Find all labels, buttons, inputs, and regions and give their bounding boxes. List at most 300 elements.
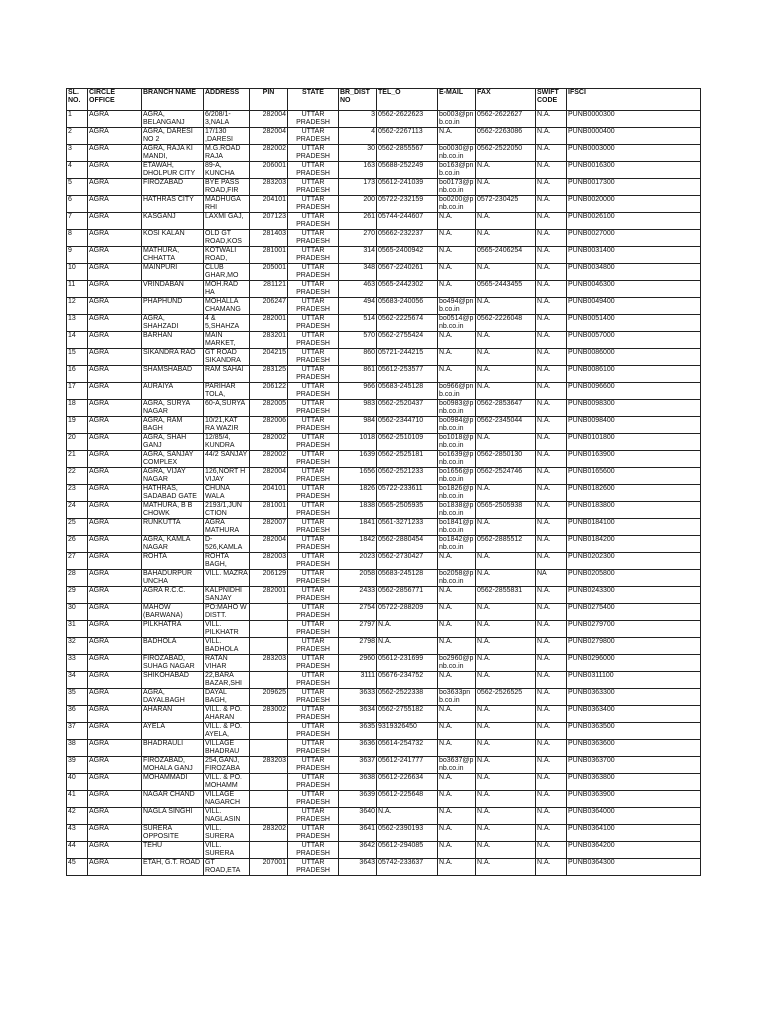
cell-email: N.A. [438, 332, 476, 349]
cell-br-dist-no: 2960 [339, 655, 377, 672]
table-row [67, 145, 701, 162]
cell-email: bo494@pnb.co.in [438, 298, 476, 315]
table-row [67, 519, 701, 536]
table-row [67, 366, 701, 383]
cell-state: UTTAR PRADESH [288, 298, 339, 315]
cell-email: bo0173@pnb.co.in [438, 179, 476, 196]
cell-tel-o: N.A. [377, 638, 438, 655]
cell-sl-no: 11 [67, 281, 88, 298]
cell-email: bo2960@pnb.co.in [438, 655, 476, 672]
cell-state: UTTAR PRADESH [288, 332, 339, 349]
cell-branch-name: SURERA OPPOSITE [142, 825, 204, 842]
cell-fax: 0565-2406254 [476, 247, 536, 264]
cell-branch-name: AGRA, SURYA NAGAR [142, 400, 204, 417]
cell-fax: N.A. [476, 723, 536, 740]
cell-pin: 206001 [250, 162, 288, 179]
cell-state: UTTAR PRADESH [288, 842, 339, 859]
cell-branch-name: BAHADURPUR UNCHA [142, 570, 204, 587]
cell-ifsci: PUNB0086000 [567, 349, 701, 366]
cell-address: MOHALLA CHAMANG [204, 298, 250, 315]
cell-br-dist-no: 570 [339, 332, 377, 349]
cell-pin: 281001 [250, 502, 288, 519]
cell-sl-no: 37 [67, 723, 88, 740]
cell-email: N.A. [438, 706, 476, 723]
cell-swift-code: N.A. [536, 553, 567, 570]
cell-swift-code: N.A. [536, 383, 567, 400]
cell-branch-name: SIKANDRA RAO [142, 349, 204, 366]
table-row [67, 638, 701, 655]
cell-sl-no: 6 [67, 196, 88, 213]
cell-br-dist-no: 270 [339, 230, 377, 247]
cell-sl-no: 17 [67, 383, 88, 400]
cell-ifsci: PUNB0098400 [567, 417, 701, 434]
cell-fax: N.A. [476, 519, 536, 536]
cell-br-dist-no: 2797 [339, 621, 377, 638]
cell-sl-no: 14 [67, 332, 88, 349]
table-row [67, 332, 701, 349]
cell-circle-office: AGRA [88, 519, 142, 536]
cell-address: D-526,KAMLA [204, 536, 250, 553]
cell-fax: N.A. [476, 366, 536, 383]
cell-tel-o: N.A. [377, 621, 438, 638]
cell-address: 44/2 SANJAY [204, 451, 250, 468]
cell-sl-no: 4 [67, 162, 88, 179]
cell-tel-o: 0562-2225674 [377, 315, 438, 332]
cell-swift-code: N.A. [536, 230, 567, 247]
table-row [67, 570, 701, 587]
cell-email: bo1639@pnb.co.in [438, 451, 476, 468]
cell-pin: 282002 [250, 434, 288, 451]
cell-ifsci: PUNB0363500 [567, 723, 701, 740]
cell-address: 6/208/1-3,NALA [204, 111, 250, 128]
cell-state: UTTAR PRADESH [288, 315, 339, 332]
cell-fax: N.A. [476, 213, 536, 230]
cell-branch-name: AGRA, KAMLA NAGAR [142, 536, 204, 553]
cell-state: UTTAR PRADESH [288, 638, 339, 655]
table-row [67, 706, 701, 723]
cell-pin: 282004 [250, 128, 288, 145]
cell-address: MOH.RAD HA [204, 281, 250, 298]
cell-ifsci: PUNB0202300 [567, 553, 701, 570]
cell-ifsci: PUNB0363400 [567, 706, 701, 723]
cell-state: UTTAR PRADESH [288, 400, 339, 417]
cell-address: RAM SAHAI [204, 366, 250, 383]
table-row [67, 689, 701, 706]
cell-swift-code: N.A. [536, 179, 567, 196]
cell-br-dist-no: 3636 [339, 740, 377, 757]
cell-branch-name: AGRA, DAYALBAGH [142, 689, 204, 706]
cell-email: bo0200@pnb.co.in [438, 196, 476, 213]
cell-tel-o: 05612-294085 [377, 842, 438, 859]
cell-swift-code: N.A. [536, 740, 567, 757]
cell-address: VILLAGE NAGARCH [204, 791, 250, 808]
cell-address: 17/130 ,DARESI [204, 128, 250, 145]
cell-tel-o: 0562-2521233 [377, 468, 438, 485]
cell-email: N.A. [438, 247, 476, 264]
table-row [67, 451, 701, 468]
cell-branch-name: AHARAN [142, 706, 204, 723]
cell-br-dist-no: 3641 [339, 825, 377, 842]
cell-address: 4 & 5,SHAHZA [204, 315, 250, 332]
cell-swift-code: N.A. [536, 502, 567, 519]
cell-state: UTTAR PRADESH [288, 145, 339, 162]
cell-swift-code: N.A. [536, 706, 567, 723]
cell-sl-no: 27 [67, 553, 88, 570]
cell-ifsci: PUNB0026100 [567, 213, 701, 230]
branch-table [66, 88, 701, 876]
cell-ifsci: PUNB0163900 [567, 451, 701, 468]
cell-circle-office: AGRA [88, 791, 142, 808]
cell-circle-office: AGRA [88, 638, 142, 655]
cell-address: 89-A, KUNCHA [204, 162, 250, 179]
cell-tel-o: 05683-240056 [377, 298, 438, 315]
cell-fax: N.A. [476, 264, 536, 281]
cell-tel-o: 05662-232237 [377, 230, 438, 247]
cell-address: M.G.ROAD RAJA [204, 145, 250, 162]
cell-pin: 283002 [250, 706, 288, 723]
cell-swift-code: N.A. [536, 366, 567, 383]
cell-branch-name: KOSI KALAN [142, 230, 204, 247]
cell-tel-o: 0562-2344710 [377, 417, 438, 434]
cell-ifsci: PUNB0311100 [567, 672, 701, 689]
cell-branch-name: MATHURA, CHHATTA [142, 247, 204, 264]
cell-tel-o: 05722-288209 [377, 604, 438, 621]
cell-br-dist-no: 2798 [339, 638, 377, 655]
header-state: STATE [288, 89, 339, 111]
cell-pin [250, 740, 288, 757]
cell-email: N.A. [438, 349, 476, 366]
cell-fax: 0572-230425 [476, 196, 536, 213]
cell-tel-o: 0562-2525181 [377, 451, 438, 468]
cell-pin [250, 842, 288, 859]
cell-br-dist-no: 3638 [339, 774, 377, 791]
cell-swift-code: N.A. [536, 587, 567, 604]
cell-swift-code: N.A. [536, 536, 567, 553]
header-swift-code: SWIFT CODE [536, 89, 567, 111]
cell-sl-no: 15 [67, 349, 88, 366]
table-row [67, 723, 701, 740]
cell-tel-o: 0562-2880454 [377, 536, 438, 553]
cell-br-dist-no: 30 [339, 145, 377, 162]
cell-sl-no: 45 [67, 859, 88, 876]
cell-fax: 0562-2855831 [476, 587, 536, 604]
cell-sl-no: 29 [67, 587, 88, 604]
cell-sl-no: 35 [67, 689, 88, 706]
cell-ifsci: PUNB0296000 [567, 655, 701, 672]
table-row [67, 621, 701, 638]
cell-swift-code: N.A. [536, 298, 567, 315]
cell-sl-no: 43 [67, 825, 88, 842]
cell-circle-office: AGRA [88, 587, 142, 604]
table-row [67, 281, 701, 298]
cell-pin: 282004 [250, 111, 288, 128]
cell-state: UTTAR PRADESH [288, 536, 339, 553]
cell-sl-no: 32 [67, 638, 88, 655]
cell-address: 60-A,SURYA [204, 400, 250, 417]
cell-ifsci: PUNB0364100 [567, 825, 701, 842]
cell-ifsci: PUNB0363300 [567, 689, 701, 706]
cell-tel-o: 0562-2510109 [377, 434, 438, 451]
cell-email: bo966@pnb.co.in [438, 383, 476, 400]
cell-sl-no: 31 [67, 621, 88, 638]
cell-fax: N.A. [476, 179, 536, 196]
cell-sl-no: 12 [67, 298, 88, 315]
cell-email: N.A. [438, 366, 476, 383]
cell-branch-name: AGRA, SHAHZADI [142, 315, 204, 332]
cell-email: N.A. [438, 621, 476, 638]
cell-address: 254,GANJ, FIROZABA [204, 757, 250, 774]
cell-state: UTTAR PRADESH [288, 774, 339, 791]
cell-pin: 207001 [250, 859, 288, 876]
cell-ifsci: PUNB0363900 [567, 791, 701, 808]
cell-br-dist-no: 261 [339, 213, 377, 230]
cell-pin: 282006 [250, 417, 288, 434]
cell-branch-name: AGRA, SHAH GANJ [142, 434, 204, 451]
cell-state: UTTAR PRADESH [288, 655, 339, 672]
cell-circle-office: AGRA [88, 145, 142, 162]
table-row [67, 655, 701, 672]
cell-state: UTTAR PRADESH [288, 519, 339, 536]
cell-tel-o: 05612-231699 [377, 655, 438, 672]
cell-br-dist-no: 314 [339, 247, 377, 264]
header-pin: PIN [250, 89, 288, 111]
cell-swift-code: N.A. [536, 247, 567, 264]
cell-address: PO:MAHO W DISTT. [204, 604, 250, 621]
cell-state: UTTAR PRADESH [288, 587, 339, 604]
cell-pin: 283203 [250, 655, 288, 672]
cell-ifsci: PUNB0183800 [567, 502, 701, 519]
cell-swift-code: N.A. [536, 128, 567, 145]
cell-sl-no: 5 [67, 179, 88, 196]
cell-fax: 0562-2226048 [476, 315, 536, 332]
table-row [67, 417, 701, 434]
cell-pin [250, 604, 288, 621]
cell-pin [250, 723, 288, 740]
cell-branch-name: ROHTA [142, 553, 204, 570]
table-row [67, 213, 701, 230]
cell-ifsci: PUNB0096600 [567, 383, 701, 400]
cell-sl-no: 8 [67, 230, 88, 247]
cell-email: bo1656@pnb.co.in [438, 468, 476, 485]
table-row [67, 196, 701, 213]
header-tel-o: TEL_O [377, 89, 438, 111]
table-row [67, 315, 701, 332]
cell-br-dist-no: 860 [339, 349, 377, 366]
cell-tel-o: 05612-226634 [377, 774, 438, 791]
cell-circle-office: AGRA [88, 689, 142, 706]
cell-tel-o: 05612-253577 [377, 366, 438, 383]
cell-address: KALPNIDHI SANJAY [204, 587, 250, 604]
cell-pin: 206129 [250, 570, 288, 587]
cell-email: bo0514@pnb.co.in [438, 315, 476, 332]
cell-state: UTTAR PRADESH [288, 111, 339, 128]
cell-address: 12/85/4, KUNDRA [204, 434, 250, 451]
header-ifsci: IFSCI [567, 89, 701, 111]
cell-circle-office: AGRA [88, 570, 142, 587]
table-row [67, 111, 701, 128]
cell-fax: N.A. [476, 162, 536, 179]
cell-state: UTTAR PRADESH [288, 179, 339, 196]
cell-sl-no: 24 [67, 502, 88, 519]
cell-circle-office: AGRA [88, 111, 142, 128]
cell-br-dist-no: 3640 [339, 808, 377, 825]
cell-fax: N.A. [476, 485, 536, 502]
cell-address: VILL. SURERA [204, 825, 250, 842]
cell-branch-name: PILKHATRA [142, 621, 204, 638]
cell-email: N.A. [438, 553, 476, 570]
cell-circle-office: AGRA [88, 604, 142, 621]
cell-ifsci: PUNB0046300 [567, 281, 701, 298]
cell-address: ROHTA BAGH, [204, 553, 250, 570]
cell-br-dist-no: 3633 [339, 689, 377, 706]
cell-email: bo003@pnb.co.in [438, 111, 476, 128]
cell-ifsci: PUNB0017300 [567, 179, 701, 196]
cell-ifsci: PUNB0279800 [567, 638, 701, 655]
cell-sl-no: 16 [67, 366, 88, 383]
cell-email: N.A. [438, 825, 476, 842]
cell-tel-o: 05721-244215 [377, 349, 438, 366]
cell-state: UTTAR PRADESH [288, 417, 339, 434]
table-row [67, 162, 701, 179]
cell-circle-office: AGRA [88, 247, 142, 264]
cell-address: 126,NORT H VIJAY [204, 468, 250, 485]
cell-branch-name: NAGLA SINGHI [142, 808, 204, 825]
cell-br-dist-no: 966 [339, 383, 377, 400]
cell-branch-name: SHIKOHABAD [142, 672, 204, 689]
cell-sl-no: 36 [67, 706, 88, 723]
cell-tel-o: 05614-254732 [377, 740, 438, 757]
cell-ifsci: PUNB0364300 [567, 859, 701, 876]
cell-email: N.A. [438, 774, 476, 791]
cell-swift-code: N.A. [536, 213, 567, 230]
cell-sl-no: 25 [67, 519, 88, 536]
cell-fax: N.A. [476, 230, 536, 247]
cell-circle-office: AGRA [88, 723, 142, 740]
cell-fax: 0562-2524746 [476, 468, 536, 485]
cell-circle-office: AGRA [88, 315, 142, 332]
cell-br-dist-no: 1656 [339, 468, 377, 485]
cell-fax: N.A. [476, 570, 536, 587]
cell-email: N.A. [438, 791, 476, 808]
cell-swift-code: N.A. [536, 604, 567, 621]
table-row [67, 553, 701, 570]
cell-circle-office: AGRA [88, 502, 142, 519]
cell-address: CLUB GHAR,MO [204, 264, 250, 281]
cell-sl-no: 42 [67, 808, 88, 825]
cell-branch-name: AGRA, RAJA KI MANDI, [142, 145, 204, 162]
header-branch-name: BRANCH NAME [142, 89, 204, 111]
cell-tel-o: 0565-2505935 [377, 502, 438, 519]
cell-state: UTTAR PRADESH [288, 553, 339, 570]
cell-pin: 281403 [250, 230, 288, 247]
cell-ifsci: PUNB0057000 [567, 332, 701, 349]
table-row [67, 230, 701, 247]
cell-pin: 281001 [250, 247, 288, 264]
cell-sl-no: 10 [67, 264, 88, 281]
cell-swift-code: N.A. [536, 757, 567, 774]
header-fax: FAX [476, 89, 536, 111]
cell-circle-office: AGRA [88, 400, 142, 417]
table-row [67, 434, 701, 451]
cell-swift-code: N.A. [536, 621, 567, 638]
cell-email: N.A. [438, 587, 476, 604]
cell-circle-office: AGRA [88, 485, 142, 502]
cell-email: bo1018@pnb.co.in [438, 434, 476, 451]
cell-fax: 0562-2522050 [476, 145, 536, 162]
cell-state: UTTAR PRADESH [288, 196, 339, 213]
cell-ifsci: PUNB0000300 [567, 111, 701, 128]
cell-br-dist-no: 3637 [339, 757, 377, 774]
cell-address: GT ROAD SIKANDRA [204, 349, 250, 366]
cell-fax: N.A. [476, 808, 536, 825]
cell-sl-no: 18 [67, 400, 88, 417]
cell-ifsci: PUNB0034800 [567, 264, 701, 281]
cell-circle-office: AGRA [88, 536, 142, 553]
table-row [67, 825, 701, 842]
cell-ifsci: PUNB0049400 [567, 298, 701, 315]
table-row [67, 247, 701, 264]
cell-pin [250, 621, 288, 638]
cell-swift-code: N.A. [536, 145, 567, 162]
cell-state: UTTAR PRADESH [288, 621, 339, 638]
header-address: ADDRESS [204, 89, 250, 111]
cell-tel-o: 0562-2622623 [377, 111, 438, 128]
cell-fax: N.A. [476, 383, 536, 400]
table-row [67, 298, 701, 315]
table-row [67, 400, 701, 417]
cell-address: 10/21,KAT RA WAZIR [204, 417, 250, 434]
cell-pin: 283202 [250, 825, 288, 842]
cell-ifsci: PUNB0086100 [567, 366, 701, 383]
cell-email: bo1838@pnb.co.in [438, 502, 476, 519]
cell-fax: N.A. [476, 842, 536, 859]
cell-branch-name: FIROZABAD, MOHALA GANJ [142, 757, 204, 774]
cell-pin: 283203 [250, 757, 288, 774]
cell-sl-no: 44 [67, 842, 88, 859]
cell-email: bo1826@pnb.co.in [438, 485, 476, 502]
cell-state: UTTAR PRADESH [288, 434, 339, 451]
cell-branch-name: PHAPHUND [142, 298, 204, 315]
cell-email: N.A. [438, 264, 476, 281]
cell-ifsci: PUNB0184100 [567, 519, 701, 536]
cell-br-dist-no: 1639 [339, 451, 377, 468]
cell-pin: 205001 [250, 264, 288, 281]
table-row [67, 502, 701, 519]
cell-branch-name: HATHRAS, SADABAD GATE [142, 485, 204, 502]
table-row [67, 808, 701, 825]
cell-state: UTTAR PRADESH [288, 570, 339, 587]
cell-pin: 204215 [250, 349, 288, 366]
cell-branch-name: BARHAN [142, 332, 204, 349]
cell-state: UTTAR PRADESH [288, 740, 339, 757]
cell-fax: 0562-2263086 [476, 128, 536, 145]
cell-ifsci: PUNB0364200 [567, 842, 701, 859]
cell-email: N.A. [438, 213, 476, 230]
cell-email: N.A. [438, 808, 476, 825]
cell-ifsci: PUNB0363700 [567, 757, 701, 774]
cell-ifsci: PUNB0000400 [567, 128, 701, 145]
cell-swift-code: N.A. [536, 485, 567, 502]
cell-address: VILL. & PO. MOHAMM [204, 774, 250, 791]
cell-ifsci: PUNB0020000 [567, 196, 701, 213]
cell-pin: 206247 [250, 298, 288, 315]
cell-sl-no: 41 [67, 791, 88, 808]
cell-fax: 0562-2885512 [476, 536, 536, 553]
cell-swift-code: N.A. [536, 638, 567, 655]
cell-fax: N.A. [476, 825, 536, 842]
cell-address: 22,BARA BAZAR,SHI [204, 672, 250, 689]
cell-br-dist-no: 163 [339, 162, 377, 179]
